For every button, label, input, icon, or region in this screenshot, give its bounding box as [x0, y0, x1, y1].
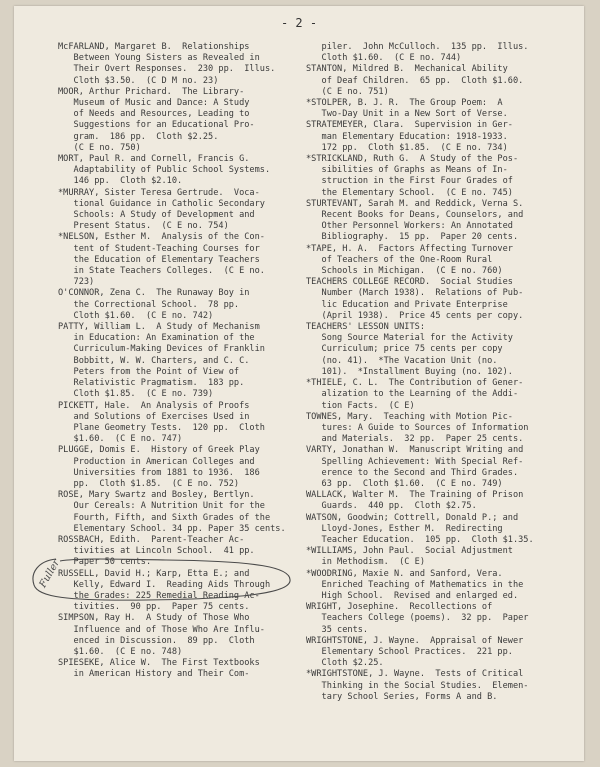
- page-number: - 2 -: [280, 16, 318, 30]
- bibliography-entry: *NELSON, Esther M. Analysis of the Con- tent of Student-Teaching Courses for the Education of Elementary Teachers in State Teachers Colleges. (C E no. 723): [58, 232, 265, 288]
- bibliography-entry: TEACHERS COLLEGE RECORD. Social Studies Number (March 1938). Relations of Pub- lic Education and Private Enterprise (April 1938). Price 45 cents per copy.: [306, 277, 524, 321]
- bibliography-entry: *THIELE, C. L. The Contribution of Gener- alization to the Learning of the Addi- tion Facts. (C E): [306, 378, 524, 411]
- bibliography-entry: *STRICKLAND, Ruth G. A Study of the Pos- sibilities of Graphs as Means of In- struction in the First Four Grades of the Elementary School. (C E no. 745): [306, 154, 519, 198]
- bibliography-entry: *TAPE, H. A. Factors Affecting Turnover of Teachers of the One-Room Rural Schools in Michigan. (C E no. 760): [306, 243, 513, 277]
- bibliography-entry: PICKETT, Hale. An Analysis of Proofs and Solutions of Exercises Used in Plane Geometry Tests. 120 pp. Cloth $1.60. (C E no. 747): [58, 400, 265, 445]
- bibliography-entry: piler. John McCulloch. 135 pp. Illus. Cloth $1.60. (C E no. 744): [321, 42, 529, 64]
- bibliography-entry: *STOLPER, B. J. R. The Group Poem: A Two-Day Unit in a New Sort of Verse.: [306, 98, 508, 120]
- bibliography-entry: O'CONNOR, Zena C. The Runaway Boy in the Correctional School. 78 pp. Cloth $1.60. (C E no. 742): [58, 288, 250, 321]
- bibliography-entry: WRIGHTSTONE, J. Wayne. Appraisal of Newer Elementary School Practices. 221 pp. Cloth $2.25.: [306, 635, 524, 669]
- bibliography-entry: WALLACK, Walter M. The Training of Prison Guards. 440 pp. Cloth $2.75.: [306, 490, 524, 512]
- bibliography-entry: STURTEVANT, Sarah M. and Reddick, Verna S. Recent Books for Deans, Counselors, and Other Personnel Workers: An Annotated Bibliography. 15 pp. Paper 20 cents.: [306, 198, 524, 243]
- bibliography-entry: *MURRAY, Sister Teresa Gertrude. Voca- tional Guidance in Catholic Secondary Schools: A Study of Development and Present Status. (C E no. 754): [58, 187, 265, 232]
- bibliography-entry: WRIGHT, Josephine. Recollections of Teachers College (poems). 32 pp. Paper 35 cents.: [306, 602, 529, 635]
- bibliography-entry: STRATEMEYER, Clara. Supervision in Ger- man Elementary Education: 1918-1933. 172 pp. Cloth $1.85. (C E no. 734): [306, 120, 513, 153]
- bibliography-entry: SPIESEKE, Alice W. The First Textbooks in American History and Their Com-: [58, 658, 260, 680]
- bibliography-entry: *WRIGHTSTONE, J. Wayne. Tests of Critical Thinking in the Social Studies. Elemen- tary School Series, Forms A and B.: [306, 669, 529, 702]
- bibliography-entry: TOWNES, Mary. Teaching with Motion Pic- tures: A Guide to Sources of Information and Materials. 32 pp. Paper 25 cents.: [306, 411, 529, 445]
- bibliography-entry: TEACHERS' LESSON UNITS: Song Source Material for the Activity Curriculum; price 75 cents per copy (no. 41). *The Vacation Unit (no. 101). *Installment Buying (no. 102).: [306, 322, 513, 377]
- bibliography-entry: WATSON, Goodwin; Cottrell, Donald P.; and Lloyd-Jones, Esther M. Redirecting Teacher Education. 105 pp. Cloth $1.35.: [306, 512, 534, 545]
- bibliography-entry: STANTON, Mildred B. Mechanical Ability of Deaf Children. 65 pp. Cloth $1.60. (C E no. 751): [306, 64, 524, 97]
- bibliography-entry: MORT, Paul R. and Cornell, Francis G. Adaptability of Public School Systems. 146 pp. Cloth $2.10.: [58, 154, 271, 187]
- handwritten-note: Fuller: [37, 557, 63, 590]
- bibliography-entry: McFARLAND, Margaret B. Relationships Between Young Sisters as Revealed in Their Overt Responses. 230 pp. Illus. Cloth $3.50. (C D M no. 23): [58, 42, 276, 86]
- bibliography-entry: MOOR, Arthur Prichard. The Library- Museum of Music and Dance: A Study of Needs and Resources, Leading to Suggestions for an Educational Pro- gram. 186 pp. Cloth $2.25. (C E no. 750): [58, 86, 255, 153]
- bibliography-entry: PLUGGE, Domis E. History of Greek Play Production in American Colleges and Universities from 1881 to 1936. 186 pp. Cloth $1.85. (C E no. 752): [58, 445, 260, 489]
- bibliography-entry: RUSSELL, David H.; Karp, Etta E.; and Kelly, Edward I. Reading Aids Through the Grades: 225 Remedial Reading Ac- tivities. 90 pp. Paper 75 cents.: [58, 568, 271, 613]
- bibliography-entry: ROSE, Mary Swartz and Bosley, Bertlyn. Our Cereals: A Nutrition Unit for the Fourth, Fifth, and Sixth Grades of the Elementary School. 34 pp. Paper 35 cents.: [58, 490, 286, 534]
- bibliography-entry: ROSSBACH, Edith. Parent-Teacher Ac- tivities at Lincoln School. 41 pp. Paper 50 cents.: [58, 534, 255, 568]
- bibliography-entry: PATTY, William L. A Study of Mechanism in Education: An Examination of the Curriculum-Making Devices of Franklin Bobbitt, W. W. Charters, and C. C. Peters from the Point of View of Relativistic Pragmatism. 183 pp. Cloth $1.85. (C E no. 739): [58, 322, 265, 400]
- right-column: [306, 42, 568, 703]
- left-column: [58, 42, 320, 681]
- bibliography-entry: SIMPSON, Ray H. A Study of Those Who Influence and of Those Who Are Influ- enced in Discussion. 89 pp. Cloth $1.60. (C E no. 748): [58, 613, 265, 657]
- bibliography-entry: *WOODRING, Maxie N. and Sanford, Vera. Enriched Teaching of Mathematics in the High School. Revised and enlarged ed.: [306, 568, 524, 601]
- bibliography-entry: VARTY, Jonathan W. Manuscript Writing and Spelling Achievement: With Special Ref- erence to the Second and Third Grades. 63 pp. Cloth $1.60. (C E no. 749): [306, 445, 524, 489]
- document-page: [14, 6, 584, 761]
- bibliography-entry: *WILLIAMS, John Paul. Social Adjustment in Methodism. (C E): [306, 546, 513, 568]
